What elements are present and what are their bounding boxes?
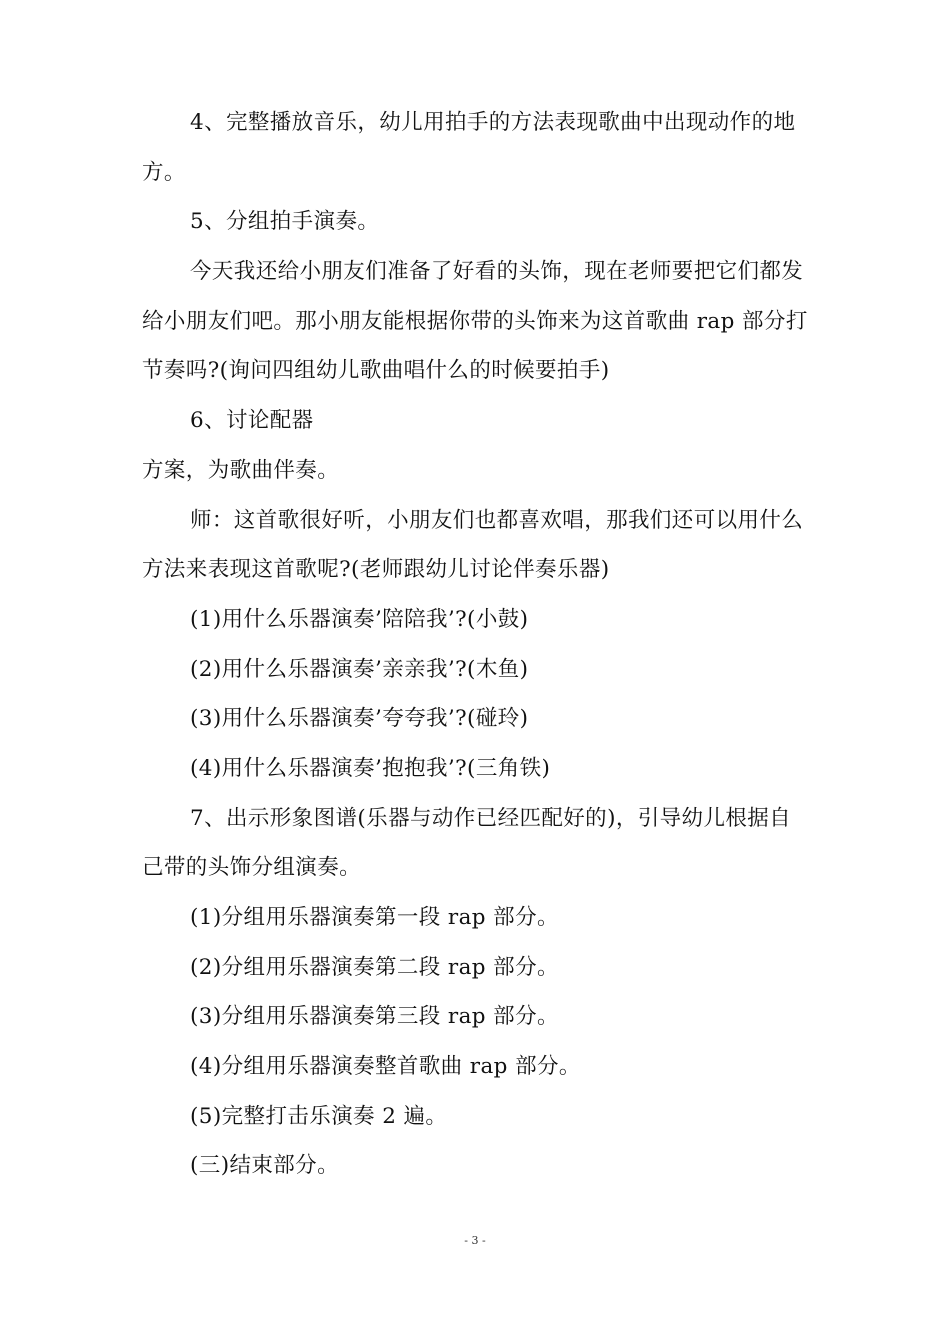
paragraph-line: (4)分组用乐器演奏整首歌曲 rap 部分。 — [190, 1054, 581, 1080]
paragraph-line: 方。 — [142, 159, 186, 185]
paragraph-line: (5)完整打击乐演奏 2 遍。 — [190, 1103, 448, 1129]
paragraph-line: 今天我还给小朋友们准备了好看的头饰，现在老师要把它们都发 — [190, 259, 804, 285]
paragraph-line: (三)结束部分。 — [190, 1153, 339, 1179]
paragraph-line: 己带的头饰分组演奏。 — [142, 855, 362, 881]
paragraph-line: (1)分组用乐器演奏第一段 rap 部分。 — [190, 905, 559, 930]
paragraph-line: 6、讨论配器 — [190, 408, 314, 434]
paragraph-line: 方案，为歌曲伴奏。 — [142, 457, 340, 483]
paragraph-line: 5、分组拍手演奏。 — [190, 209, 380, 235]
paragraph-line: 方法来表现这首歌呢?(老师跟幼儿讨论伴奏乐器) — [142, 557, 610, 583]
paragraph-line: (3)分组用乐器演奏第三段 rap 部分。 — [190, 1004, 559, 1030]
paragraph-line: 4、完整播放音乐，幼儿用拍手的方法表现歌曲中出现动作的地 — [190, 110, 796, 135]
document-body — [142, 98, 814, 1191]
paragraph-line: 节奏吗?(询问四组幼儿歌曲唱什么的时候要拍手) — [142, 358, 610, 384]
paragraph-line: (4)用什么乐器演奏’抱抱我’?(三角铁) — [190, 755, 551, 781]
paragraph-line: (3)用什么乐器演奏’夸夸我’?(碰玲) — [190, 706, 529, 732]
paragraph-line: (2)分组用乐器演奏第二段 rap 部分。 — [190, 954, 559, 980]
paragraph-line: (2)用什么乐器演奏’亲亲我’?(木鱼) — [190, 656, 529, 682]
paragraph-line: 给小朋友们吧。那小朋友能根据你带的头饰来为这首歌曲 rap 部分打 — [142, 308, 808, 334]
paragraph-line: 师：这首歌很好听，小朋友们也都喜欢唱，那我们还可以用什么 — [190, 507, 804, 533]
page-number: - 3 - — [464, 1234, 486, 1247]
paragraph-line: (1)用什么乐器演奏’陪陪我’?(小鼓) — [190, 606, 529, 632]
paragraph-line: 7、出示形象图谱(乐器与动作已经匹配好的)，引导幼儿根据自 — [190, 805, 792, 831]
